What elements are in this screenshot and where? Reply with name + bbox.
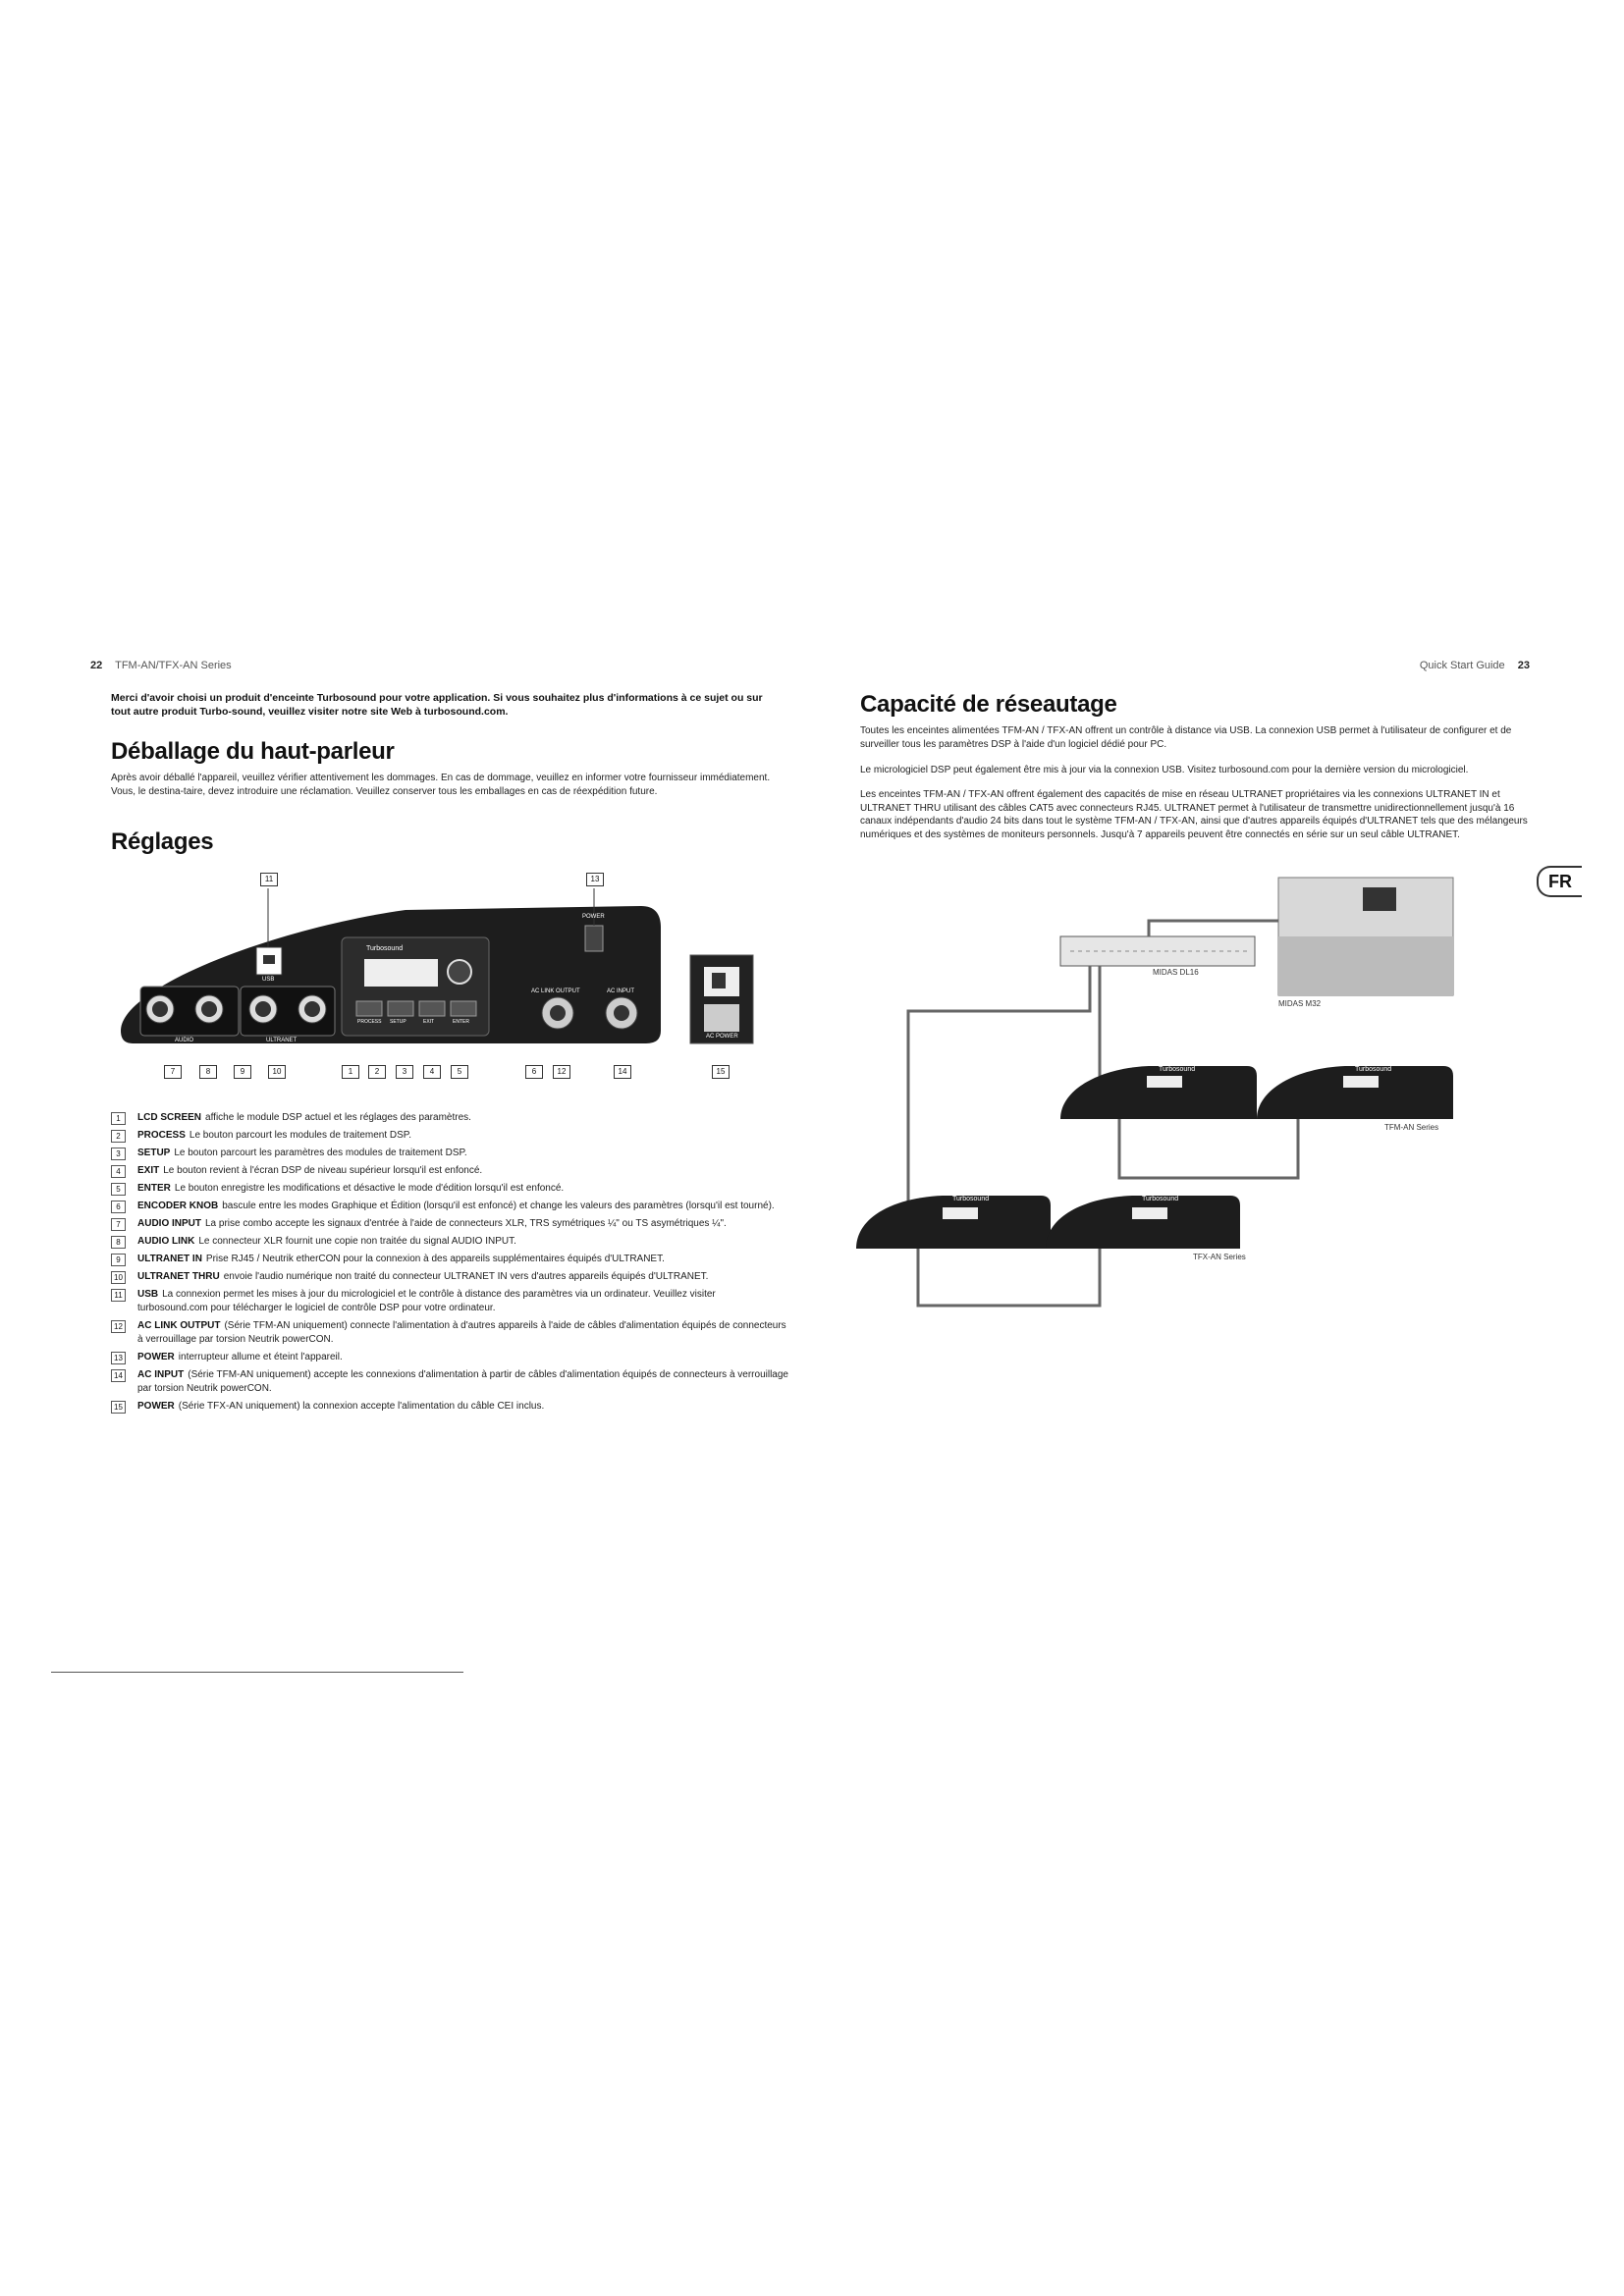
ac-link-output-label: AC LINK OUTPUT <box>531 988 580 994</box>
list-item: 10 ULTRANET THRU envoie l'audio numérique non traité du connecteur ULTRANET IN vers d'autres appareils équipés d'ULTRANET. <box>111 1270 788 1284</box>
networking-para-1: Toutes les enceintes alimentées TFM-AN / TFX-AN offrent un contrôle à distance via USB. La connexion USB permet à l'utilisateur de configurer et de surveiller tous les paramètres DSP à l'aide d'un logiciel dédié pour PC. <box>860 725 1512 750</box>
network-svg <box>854 874 1522 1325</box>
list-item: 7 AUDIO INPUT La prise combo accepte les signaux d'entrée à l'aide de connecteurs XLR, TRS symétriques ¼" ou TS asymétriques ¼". <box>111 1217 788 1231</box>
networking-heading: Capacité de réseautage <box>860 691 1117 718</box>
unit-brand-2: Turbosound <box>1355 1066 1392 1073</box>
language-tab-fr: FR <box>1537 866 1582 897</box>
ac-power-label: AC POWER <box>706 1034 738 1040</box>
brand-logo: Turbosound <box>366 945 404 952</box>
iec-inlet <box>704 1004 739 1032</box>
process-button <box>356 1001 382 1016</box>
lcd-screen <box>364 959 438 987</box>
console-label: MIDAS M32 <box>1278 999 1322 1008</box>
list-item: 8 AUDIO LINK Le connecteur XLR fournit une copie non traitée du signal AUDIO INPUT. <box>111 1235 788 1249</box>
exit-label: EXIT <box>423 1019 435 1025</box>
footer-rule <box>51 1672 463 1673</box>
encoder-knob <box>448 960 471 984</box>
callout-4: 4 <box>423 1065 441 1079</box>
callout-14: 14 <box>614 1065 631 1079</box>
unpacking-heading: Déballage du haut-parleur <box>111 738 395 765</box>
networking-para-2: Le micrologiciel DSP peut également être mis à jour via la connexion USB. Visitez turbosound.com pour la dernière version du micrologiciel. <box>860 765 1469 775</box>
tfm-unit-2 <box>1257 1066 1453 1119</box>
settings-heading: Réglages <box>111 828 214 855</box>
list-item: 14 AC INPUT (Série TFM-AN uniquement) accepte les connexions d'alimentation à partir de câbles d'alimentation équipés de connecteurs à verrouillage par torsion Neutrik powerCON. <box>111 1368 788 1396</box>
list-item: 4 EXIT Le bouton revient à l'écran DSP de niveau supérieur lorsqu'il est enfoncé. <box>111 1164 788 1178</box>
tfx-unit-2 <box>1046 1196 1240 1249</box>
list-item: 2 PROCESS Le bouton parcourt les modules de traitement DSP. <box>111 1129 788 1143</box>
unpacking-text: Après avoir déballé l'appareil, veuillez vérifier attentivement les dommages. En cas de dommage, veuillez en informer votre fournisseur immédiatement. Vous, le destina-taire, devez introduire une réclamation. Veuillez conserver tous les emballages en cas de réexpédition future. <box>111 773 771 797</box>
power-switch <box>585 926 603 951</box>
list-item: 13 POWER interrupteur allume et éteint l'appareil. <box>111 1351 788 1364</box>
unit-brand-1: Turbosound <box>1159 1066 1196 1073</box>
tfx-series-label: TFX-AN Series <box>1193 1253 1246 1261</box>
callout-7: 7 <box>164 1065 182 1079</box>
left-page-number: 22 <box>90 660 103 671</box>
usb-label: USB <box>262 977 275 983</box>
exit-button <box>419 1001 445 1016</box>
enter-button <box>451 1001 476 1016</box>
callout-13: 13 <box>586 873 604 886</box>
intro-text: Merci d'avoir choisi un produit d'enceinte Turbosound pour votre application. Si vous souhaitez plus d'informations à ce sujet ou sur tout autre produit Turbo-sound, veuillez visiter notre site Web à turbosound.com. <box>111 692 763 718</box>
power-label: POWER <box>582 914 605 920</box>
callout-10: 10 <box>268 1065 286 1079</box>
series-title: TFM-AN/TFX-AN Series <box>115 660 232 671</box>
list-item: 1 LCD SCREEN affiche le module DSP actuel et les réglages des paramètres. <box>111 1111 788 1125</box>
callout-6: 6 <box>525 1065 543 1079</box>
list-item: 5 ENTER Le bouton enregistre les modifications et désactive le mode d'édition lorsqu'il est enfoncé. <box>111 1182 788 1196</box>
audio-label: AUDIO <box>175 1038 194 1043</box>
tfx-unit-1 <box>856 1196 1051 1249</box>
process-label: PROCESS <box>357 1019 382 1025</box>
networking-para-3: Les enceintes TFM-AN / TFX-AN offrent également des capacités de mise en réseau ULTRANET propriétaires via les connexions ULTRANET IN et ULTRANET THRU utilisant des câbles CAT5 avec connecteurs RJ45. ULTRANET permet à l'utilisateur de transmettre unidirectionnellement jusqu'à 16 canaux indépendants d'audio 24 bits dans tout le système TFM-AN / TFX-AN, ainsi que d'autres appareils équipés d'ULTRANET tels que des mélangeurs numériques et des systèmes de moniteurs personnels. Jusqu'à 7 appareils peuvent être connectés en série sur un seul câble ULTRANET. <box>860 789 1528 840</box>
right-page-header <box>1404 660 1530 671</box>
callout-3: 3 <box>396 1065 413 1079</box>
unit-brand-4: Turbosound <box>1142 1196 1179 1202</box>
right-page-number: 23 <box>1517 660 1530 671</box>
left-page-header <box>90 660 232 671</box>
callout-1: 1 <box>342 1065 359 1079</box>
stagebox-label: MIDAS DL16 <box>1153 968 1199 977</box>
ac-input-label: AC INPUT <box>607 988 635 994</box>
guide-title: Quick Start Guide <box>1419 660 1505 671</box>
list-item: 15 POWER (Série TFX-AN uniquement) la connexion accepte l'alimentation du câble CEI inclus. <box>111 1400 788 1414</box>
list-item: 9 ULTRANET IN Prise RJ45 / Neutrik etherCON pour la connexion à des appareils supplémentaires équipés d'ULTRANET. <box>111 1253 788 1266</box>
network-diagram <box>854 874 1522 1325</box>
callout-8: 8 <box>199 1065 217 1079</box>
enter-label: ENTER <box>453 1019 469 1025</box>
setup-button <box>388 1001 413 1016</box>
rear-panel-svg <box>111 869 788 1090</box>
ultranet-label: ULTRANET <box>266 1038 298 1043</box>
list-item: 3 SETUP Le bouton parcourt les paramètres des modules de traitement DSP. <box>111 1147 788 1160</box>
list-item: 6 ENCODER KNOB bascule entre les modes Graphique et Édition (lorsqu'il est enfoncé) et change les valeurs des paramètres (lorsqu'il est tourné). <box>111 1200 788 1213</box>
tfm-series-label: TFM-AN Series <box>1384 1123 1439 1132</box>
list-item: 11 USB La connexion permet les mises à jour du micrologiciel et le contrôle à distance des paramètres via un ordinateur. Veuillez visiter turbosound.com pour télécharger le logiciel de contrôle DSP pour votre ordinateur. <box>111 1288 788 1315</box>
rear-panel-diagram <box>111 869 788 1090</box>
callout-12: 12 <box>553 1065 570 1079</box>
tfm-unit-1 <box>1060 1066 1257 1119</box>
callout-2: 2 <box>368 1065 386 1079</box>
callout-15: 15 <box>712 1065 730 1079</box>
list-item: 12 AC LINK OUTPUT (Série TFM-AN uniquement) connecte l'alimentation à d'autres appareils à l'aide de câbles d'alimentation équipés de connecteurs à verrouillage par torsion Neutrik powerCON. <box>111 1319 788 1347</box>
feature-list <box>111 1111 788 1417</box>
callout-9: 9 <box>234 1065 251 1079</box>
callout-5: 5 <box>451 1065 468 1079</box>
setup-label: SETUP <box>390 1019 406 1025</box>
callout-11: 11 <box>260 873 278 886</box>
unit-brand-3: Turbosound <box>952 1196 990 1202</box>
